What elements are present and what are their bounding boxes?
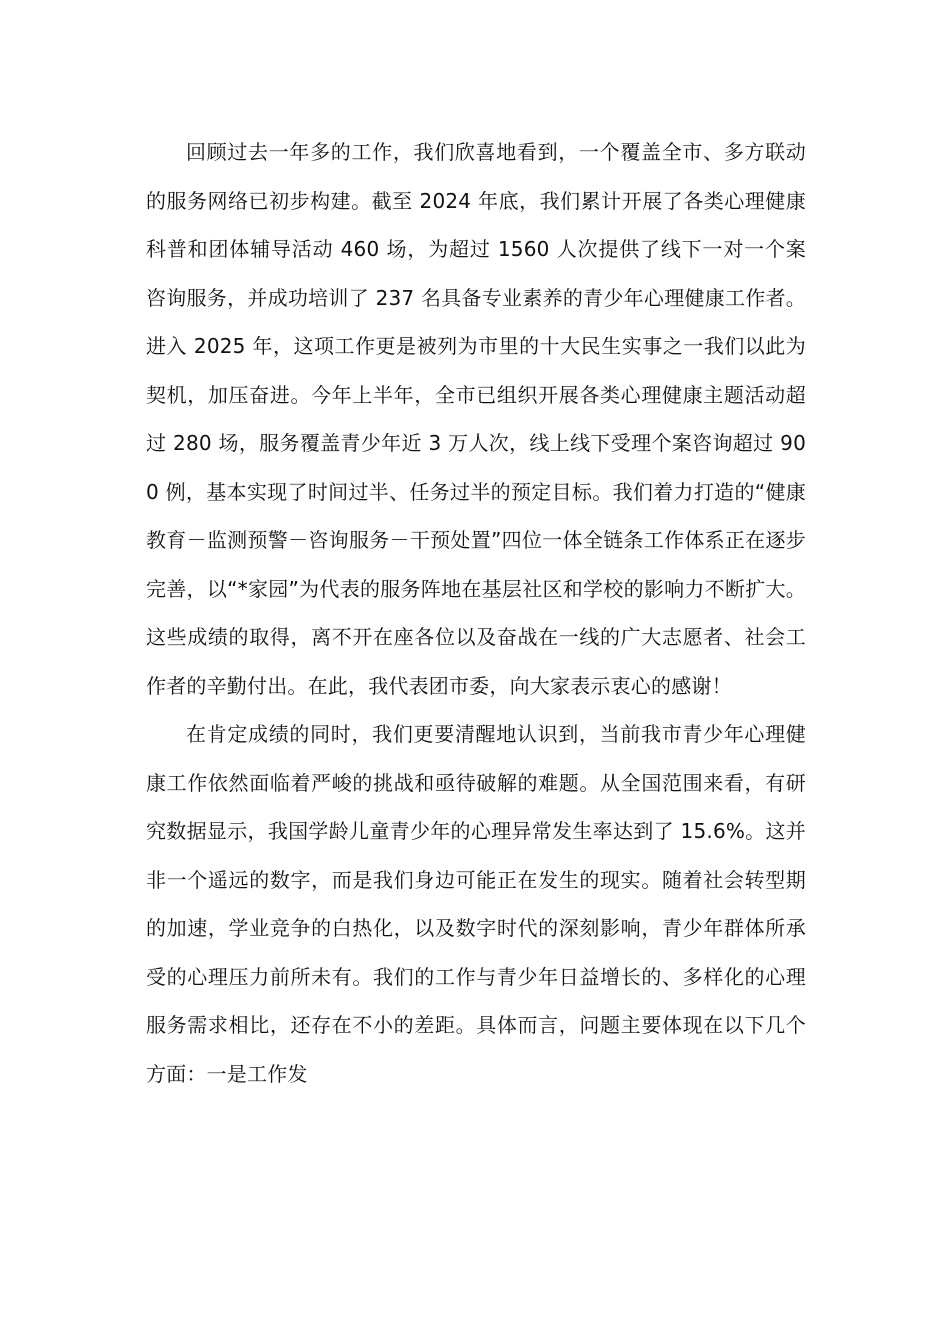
paragraph-achievements: 回顾过去一年多的工作，我们欣喜地看到，一个覆盖全市、多方联动的服务网络已初步构建。截至 2024 年底，我们累计开展了各类心理健康科普和团体辅导活动 460 场，为超过 1560 人次提供了线下一对一个案咨询服务，并成功培训了 237 名具备专业素养的青少年心理健康工作者。进入 2025 年，这项工作更是被列为市里的十大民生实事之一我们以此为契机，加压奋进。今年上半年，全市已组织开展各类心理健康主题活动超过 280 场，服务覆盖青少年近 3 万人次，线上线下受理个案咨询超过 900 例，基本实现了时间过半、任务过半的预定目标。我们着力打造的“健康教育－监测预警－咨询服务－干预处置”四位一体全链条工作体系正在逐步完善，以“*家园”为代表的服务阵地在基层社区和学校的影响力不断扩大。这些成绩的取得，离不开在座各位以及奋战在一线的广大志愿者、社会工作者的辛勤付出。在此，我代表团市委，向大家表示衷心的感谢！ (146, 140, 806, 698)
document-body (146, 128, 806, 1098)
paragraph-challenges: 在肯定成绩的同时，我们更要清醒地认识到，当前我市青少年心理健康工作依然面临着严峻的挑战和亟待破解的难题。从全国范围来看，有研究数据显示，我国学龄儿童青少年的心理异常发生率达到了 15.6%。这并非一个遥远的数字，而是我们身边可能正在发生的现实。随着社会转型期的加速，学业竞争的白热化，以及数字时代的深刻影响，青少年群体所承受的心理压力前所未有。我们的工作与青少年日益增长的、多样化的心理服务需求相比，还存在不小的差距。具体而言，问题主要体现在以下几个方面：一是工作发 (146, 722, 806, 1086)
